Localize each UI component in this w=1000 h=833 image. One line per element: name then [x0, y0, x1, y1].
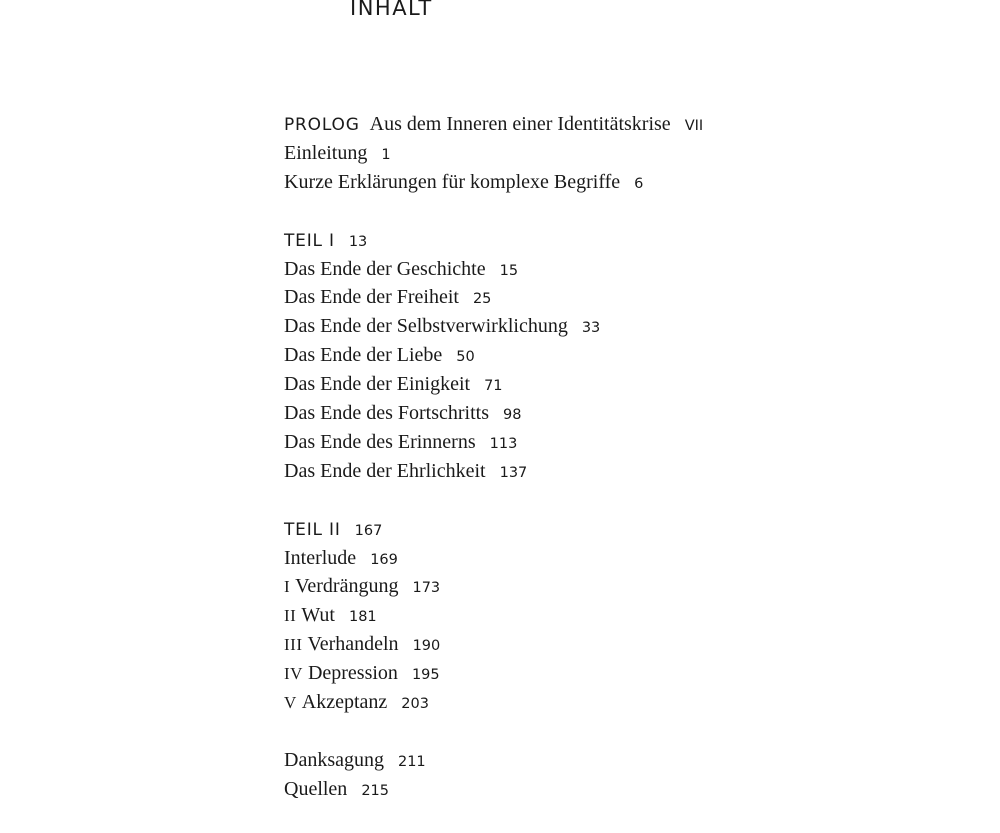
- toc-part-two: [284, 515, 884, 717]
- toc-entry[interactable]: [284, 775, 884, 804]
- toc-entry[interactable]: [284, 659, 884, 688]
- part-label: TEIL II: [284, 519, 341, 540]
- prolog-title: Aus dem Inneren einer Identitätskrise: [369, 113, 671, 135]
- entry-title: Das Ende des Fortschritts: [284, 402, 489, 425]
- entry-title: Das Ende der Geschichte: [284, 257, 486, 280]
- entry-title: Danksagung: [284, 748, 384, 771]
- toc-entry-interlude[interactable]: [284, 544, 884, 573]
- entry-page-number: 50: [456, 349, 475, 366]
- prolog-label: PROLOG: [284, 115, 360, 135]
- entry-page-number: 137: [499, 464, 528, 481]
- part-page-number: 167: [354, 522, 383, 539]
- entry-title: Das Ende des Erinnerns: [284, 430, 476, 453]
- entry-page-number: 113: [489, 435, 518, 452]
- entry-page-number: 195: [411, 667, 440, 684]
- entry-title: Das Ende der Ehrlichkeit: [284, 459, 486, 482]
- toc-entry-prolog[interactable]: [284, 110, 884, 139]
- entry-title: Das Ende der Einigkeit: [284, 373, 471, 396]
- toc-entry[interactable]: [284, 399, 884, 428]
- entry-title: Quellen: [284, 777, 348, 800]
- chapter-numeral: IV: [284, 664, 303, 684]
- toc-entry[interactable]: [284, 255, 884, 284]
- entry-title: Das Ende der Freiheit: [284, 286, 459, 309]
- toc-entry[interactable]: [284, 283, 884, 312]
- chapter-numeral: V: [284, 693, 297, 713]
- part-page-number: 13: [348, 233, 368, 250]
- entry-page-number: 181: [348, 609, 377, 626]
- entry-title: Das Ende der Liebe: [284, 344, 443, 367]
- entry-title: Interlude: [284, 546, 357, 569]
- entry-title: Akzeptanz: [301, 691, 388, 714]
- entry-title: Das Ende der Selbstverwirklichung: [284, 315, 568, 338]
- prolog-page-number: VII: [684, 118, 704, 134]
- toc-back-matter: [284, 746, 884, 804]
- toc-entry[interactable]: [284, 601, 884, 630]
- entry-page-number: 190: [412, 638, 441, 655]
- toc-part-one: [284, 226, 884, 486]
- entry-page-number: 33: [581, 320, 601, 337]
- toc-entry[interactable]: [284, 572, 884, 601]
- entry-title: Einleitung: [284, 141, 368, 164]
- entry-page-number: 25: [472, 291, 492, 308]
- part-heading[interactable]: [284, 515, 884, 544]
- entry-title: Depression: [307, 662, 398, 685]
- entry-page-number: 203: [401, 696, 429, 713]
- entry-page-number: 98: [502, 407, 522, 424]
- toc-entry[interactable]: [284, 688, 884, 717]
- toc-entry[interactable]: [284, 746, 884, 775]
- entry-page-number: 6: [634, 175, 644, 192]
- entry-title: Verhandeln: [307, 633, 399, 656]
- entry-page-number: 71: [484, 378, 503, 395]
- entry-page-number: 215: [361, 782, 389, 799]
- page-title: INHALT: [350, 0, 433, 20]
- toc-entry[interactable]: [284, 139, 884, 168]
- entry-page-number: 1: [381, 146, 391, 163]
- entry-title: Kurze Erklärungen für komplexe Begriffe: [284, 170, 621, 193]
- chapter-numeral: III: [284, 635, 303, 655]
- table-of-contents: [284, 110, 884, 833]
- part-label: TEIL I: [284, 230, 335, 251]
- part-heading[interactable]: [284, 226, 884, 255]
- entry-page-number: 15: [499, 262, 519, 279]
- toc-entry[interactable]: [284, 168, 884, 197]
- toc-front-matter: [284, 110, 884, 197]
- entry-page-number: 173: [412, 580, 441, 597]
- chapter-numeral: I: [284, 577, 291, 597]
- entry-title: Verdrängung: [295, 575, 399, 598]
- toc-entry[interactable]: [284, 457, 884, 486]
- entry-title: Wut: [301, 604, 335, 627]
- entry-page-number: 169: [370, 551, 398, 568]
- chapter-numeral: II: [284, 606, 297, 626]
- toc-entry[interactable]: [284, 630, 884, 659]
- toc-entry[interactable]: [284, 341, 884, 370]
- entry-page-number: 211: [397, 753, 426, 770]
- toc-entry[interactable]: [284, 312, 884, 341]
- toc-entry[interactable]: [284, 428, 884, 457]
- toc-entry[interactable]: [284, 370, 884, 399]
